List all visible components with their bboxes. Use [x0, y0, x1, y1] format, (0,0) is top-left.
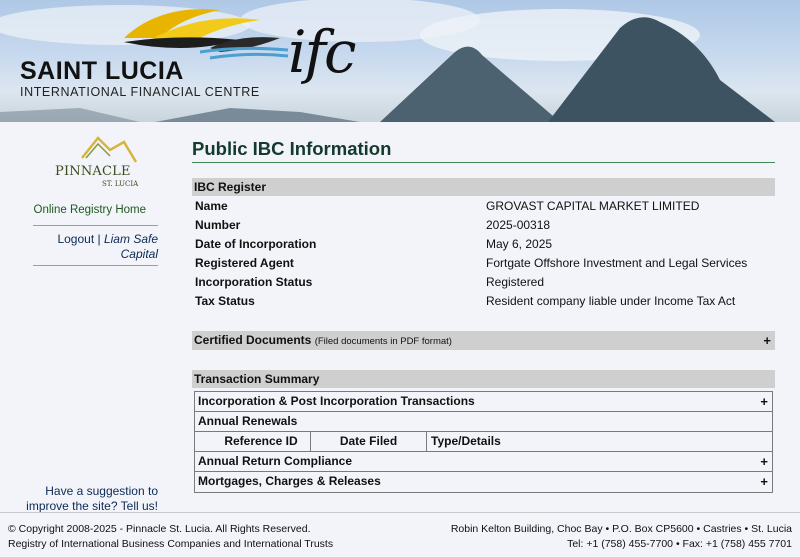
- column-header-type-details: Type/Details: [431, 434, 501, 448]
- incorporation-transactions-toggle[interactable]: [195, 392, 772, 412]
- separator: |: [97, 232, 101, 246]
- register-value: GROVAST CAPITAL MARKET LIMITED: [486, 199, 700, 213]
- annual-renewals-row: [195, 412, 772, 432]
- page-title: Public IBC Information: [192, 138, 392, 159]
- user-name: Liam Safe Capital: [103, 232, 158, 261]
- brand-subtitle: INTERNATIONAL FINANCIAL CENTRE: [20, 85, 260, 99]
- certified-documents-toggle[interactable]: [192, 331, 775, 350]
- suggestion-link[interactable]: Have a suggestion to improve the site? Tell us!: [26, 484, 158, 513]
- logout-link[interactable]: Logout: [57, 232, 95, 246]
- site-banner: [0, 0, 800, 122]
- register-row: [192, 254, 775, 273]
- register-row: [192, 292, 775, 311]
- register-value: Fortgate Offshore Investment and Legal Services: [486, 256, 748, 270]
- register-label: Tax Status: [195, 294, 255, 308]
- register-value: 2025-00318: [486, 218, 551, 232]
- sidebar-divider: [33, 225, 158, 226]
- sidebar: [0, 122, 175, 512]
- certified-documents-heading: Certified Documents: [194, 333, 312, 347]
- title-divider: [192, 162, 775, 163]
- annual-renewals-header: [195, 432, 772, 452]
- expand-plus-icon[interactable]: +: [760, 394, 768, 409]
- register-row: [192, 197, 775, 216]
- footer-address: Robin Kelton Building, Choc Bay • P.O. Box CP5600 • Castries • St. Lucia: [450, 523, 792, 535]
- expand-plus-icon[interactable]: +: [763, 333, 771, 348]
- register-value: May 6, 2025: [486, 237, 553, 251]
- transaction-summary-heading: Transaction Summary: [192, 370, 775, 388]
- ibc-register-table: [192, 197, 775, 311]
- page-footer: [0, 512, 800, 557]
- register-label: Name: [195, 199, 228, 213]
- register-row: [192, 273, 775, 292]
- incorporation-transactions-label: Incorporation & Post Incorporation Transactions: [198, 394, 475, 408]
- register-value: Registered: [486, 275, 545, 289]
- expand-plus-icon[interactable]: +: [760, 454, 768, 469]
- nav-online-registry-home[interactable]: Online Registry Home: [33, 204, 146, 216]
- register-row: [192, 216, 775, 235]
- footer-copyright: © Copyright 2008-2025 - Pinnacle St. Lucia. All Rights Reserved.: [8, 523, 311, 535]
- register-label: Date of Incorporation: [195, 237, 317, 251]
- annual-return-compliance-label: Annual Return Compliance: [198, 454, 353, 468]
- expand-plus-icon[interactable]: +: [760, 474, 768, 489]
- footer-phone: Tel: +1 (758) 455-7700 • Fax: +1 (758) 455 7701: [567, 538, 792, 550]
- annual-renewals-label: Annual Renewals: [198, 414, 298, 428]
- certified-documents-note: (Filed documents in PDF format): [314, 336, 452, 347]
- sidebar-divider: [33, 265, 158, 266]
- ibc-register-heading: IBC Register: [192, 178, 775, 196]
- sail-logo-icon: [120, 4, 290, 64]
- mortgages-charges-label: Mortgages, Charges & Releases: [198, 474, 381, 488]
- ifc-logo-text: ifc: [288, 18, 355, 86]
- register-label: Incorporation Status: [195, 275, 313, 289]
- register-label: Registered Agent: [195, 256, 294, 270]
- pinnacle-logo-subtext: ST. LUCIA: [102, 180, 139, 188]
- pinnacle-logo-text: PINNACLE: [55, 164, 131, 179]
- column-header-reference-id: Reference ID: [198, 432, 311, 451]
- register-label: Number: [195, 218, 241, 232]
- user-session: [33, 232, 158, 262]
- register-value: Resident company liable under Income Tax Act: [486, 294, 736, 308]
- brand-title: SAINT LUCIA: [20, 57, 184, 85]
- column-header-date-filed: Date Filed: [311, 432, 427, 451]
- annual-return-compliance-toggle[interactable]: [195, 452, 772, 472]
- mortgages-charges-toggle[interactable]: [195, 472, 772, 492]
- footer-registry: Registry of International Business Companies and International Trusts: [8, 538, 334, 550]
- transaction-summary-table: [194, 391, 773, 493]
- register-row: [192, 235, 775, 254]
